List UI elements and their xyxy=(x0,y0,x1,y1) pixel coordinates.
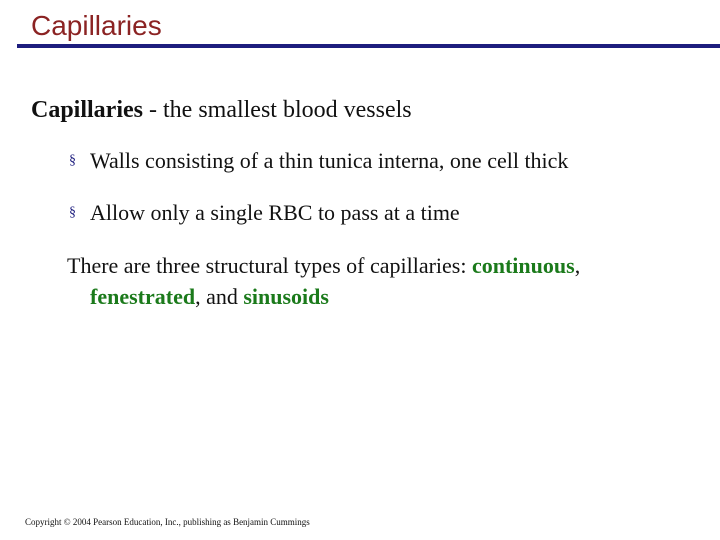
bullet-item xyxy=(69,198,568,228)
bullet-text: Allow only a single RBC to pass at a time xyxy=(90,200,460,225)
intro-term: Capillaries xyxy=(31,97,143,123)
copyright-notice: Copyright © 2004 Pearson Education, Inc., publishing as Benjamin Cummings xyxy=(25,517,310,527)
capillary-types-paragraph xyxy=(67,250,707,312)
slide-title: Capillaries xyxy=(31,10,162,41)
types-separator: , and xyxy=(195,284,244,309)
types-separator: , xyxy=(574,253,581,278)
bullet-list xyxy=(69,146,568,228)
bullet-marker-icon: § xyxy=(69,153,76,168)
title-underline xyxy=(17,44,720,48)
bullet-item xyxy=(69,146,568,176)
types-prefix: There are three structural types of capillaries: xyxy=(67,253,472,278)
type-sinusoids: sinusoids xyxy=(243,284,329,309)
bullet-marker-icon: § xyxy=(69,205,76,220)
type-continuous: continuous xyxy=(471,253,575,278)
bullet-text: Walls consisting of a thin tunica interna, one cell thick xyxy=(90,148,569,173)
intro-text: - the smallest blood vessels xyxy=(143,97,412,123)
intro-line xyxy=(31,95,412,125)
type-fenestrated: fenestrated xyxy=(90,284,196,309)
